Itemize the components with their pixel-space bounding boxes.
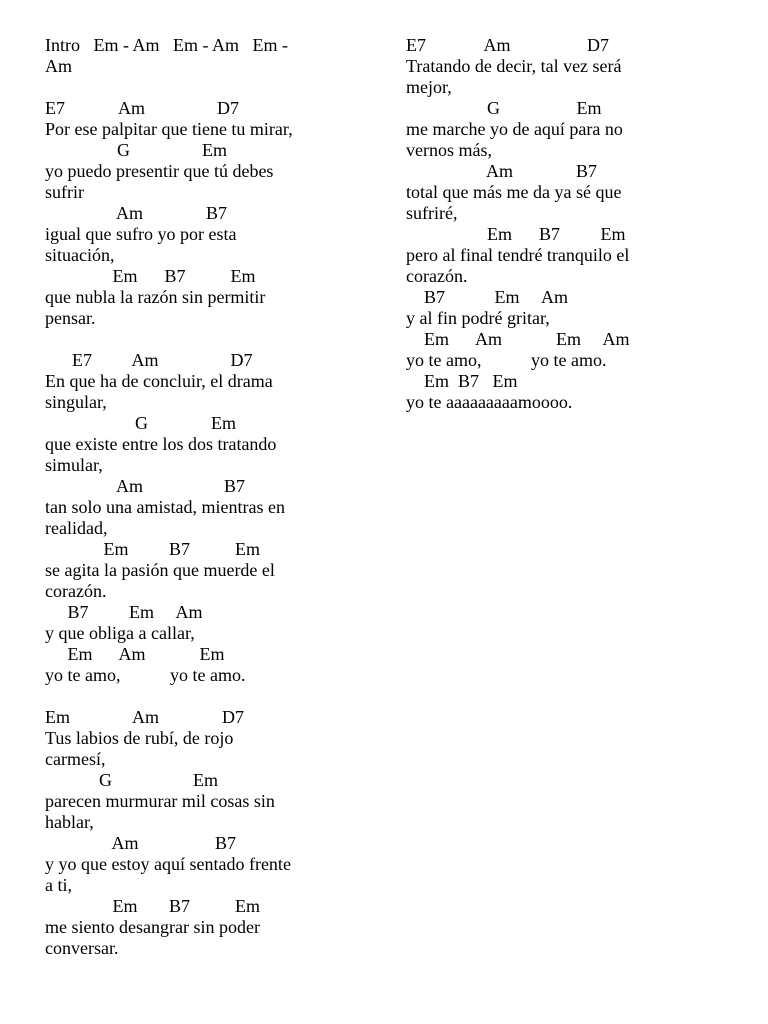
- lyric-line: vernos más,: [406, 140, 492, 160]
- lyric-line: Intro Em - Am Em - Am Em -: [45, 35, 288, 55]
- lyric-line: situación,: [45, 245, 115, 265]
- lyric-line: E7 Am D7: [406, 35, 610, 55]
- lyric-line: B7 Em Am: [406, 287, 569, 307]
- lyric-line: igual que sufro yo por esta: [45, 224, 237, 244]
- lyric-line: Em Am D7: [45, 707, 245, 727]
- lyric-line: Am: [45, 56, 72, 76]
- lyric-line: Em Am Em Am: [406, 329, 630, 349]
- lyric-line: En que ha de concluir, el drama: [45, 371, 273, 391]
- blank-line: [45, 77, 375, 98]
- lyric-line: singular,: [45, 392, 107, 412]
- lyric-line: Em Am Em: [45, 644, 225, 664]
- lyric-line: corazón.: [45, 581, 107, 601]
- lyric-line: Por ese palpitar que tiene tu mirar,: [45, 119, 293, 139]
- lyric-line: G Em: [406, 98, 602, 118]
- lyric-line: hablar,: [45, 812, 94, 832]
- lyric-line: a ti,: [45, 875, 72, 895]
- lyric-line: tan solo una amistad, mientras en: [45, 497, 285, 517]
- lyric-line: Am B7: [45, 476, 246, 496]
- lyric-line: pero al final tendré tranquilo el: [406, 245, 630, 265]
- lyric-line: yo te aaaaaaaaamoooo.: [406, 392, 573, 412]
- lyric-line: yo puedo presentir que tú debes: [45, 161, 274, 181]
- lyric-line: G Em: [45, 770, 218, 790]
- lyric-line: realidad,: [45, 518, 108, 538]
- lyric-line: Tratando de decir, tal vez será: [406, 56, 622, 76]
- lyric-line: y al fin podré gritar,: [406, 308, 550, 328]
- lyric-line: E7 Am D7: [45, 98, 240, 118]
- lyric-line: se agita la pasión que muerde el: [45, 560, 275, 580]
- lyric-line: Am B7: [45, 203, 228, 223]
- lyric-line: me marche yo de aquí para no: [406, 119, 623, 139]
- lyric-line: simular,: [45, 455, 103, 475]
- lyric-line: Am B7: [406, 161, 598, 181]
- lyric-line: me siento desangrar sin poder: [45, 917, 260, 937]
- lyric-line: Am B7: [45, 833, 237, 853]
- lyric-line: Tus labios de rubí, de rojo: [45, 728, 234, 748]
- lyric-line: E7 Am D7: [45, 350, 253, 370]
- lyric-line: yo te amo, yo te amo.: [45, 665, 246, 685]
- lyric-line: conversar.: [45, 938, 119, 958]
- lyric-line: B7 Em Am: [45, 602, 203, 622]
- lyric-line: G Em: [45, 140, 227, 160]
- lyric-line: mejor,: [406, 77, 452, 97]
- left-column: [45, 35, 375, 959]
- right-column: [406, 35, 736, 413]
- lyric-line: y yo que estoy aquí sentado frente: [45, 854, 291, 874]
- lyric-line: parecen murmurar mil cosas sin: [45, 791, 275, 811]
- lyric-line: que nubla la razón sin permitir: [45, 287, 266, 307]
- lyric-line: Em B7 Em: [406, 371, 518, 391]
- lyric-line: total que más me da ya sé que: [406, 182, 622, 202]
- lyric-line: G Em: [45, 413, 236, 433]
- lyric-line: Em B7 Em: [45, 266, 256, 286]
- lyric-line: Em B7 Em: [45, 896, 260, 916]
- lyric-line: corazón.: [406, 266, 468, 286]
- lyric-line: Em B7 Em: [45, 539, 260, 559]
- lyric-line: yo te amo, yo te amo.: [406, 350, 607, 370]
- blank-line: [45, 329, 375, 350]
- lyric-line: sufrir: [45, 182, 84, 202]
- lyric-line: que existe entre los dos tratando: [45, 434, 277, 454]
- lyric-line: y que obliga a callar,: [45, 623, 195, 643]
- lyric-line: carmesí,: [45, 749, 106, 769]
- lyric-line: Em B7 Em: [406, 224, 626, 244]
- lyric-line: pensar.: [45, 308, 96, 328]
- lyric-line: sufriré,: [406, 203, 458, 223]
- blank-line: [45, 686, 375, 707]
